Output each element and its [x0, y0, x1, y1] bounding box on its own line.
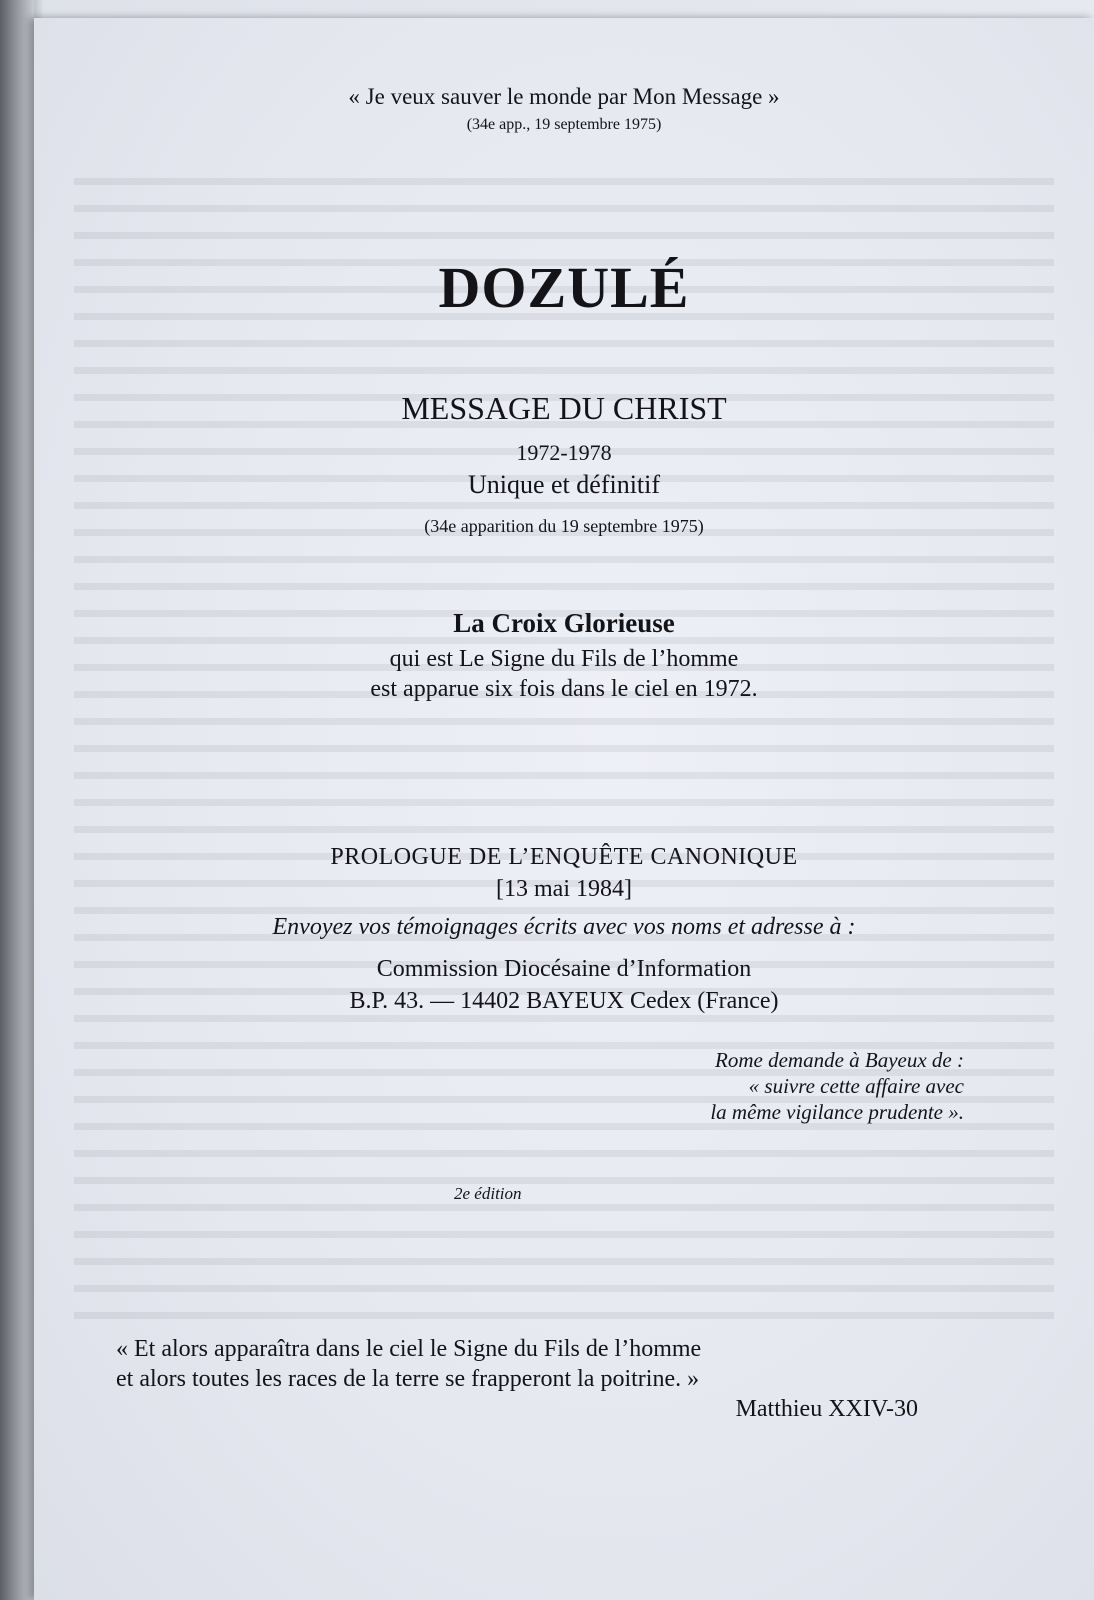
- prologue-instruction: Envoyez vos témoignages écrits avec vos noms et adresse à :: [272, 914, 856, 940]
- epigraph-quote: « Je veux sauver le monde par Mon Message »: [348, 84, 780, 109]
- prologue-date: [13 mai 1984]: [496, 876, 632, 902]
- croix-line-1: qui est Le Signe du Fils de l’homme: [389, 646, 739, 672]
- message-subtitle: MESSAGE DU CHRIST: [401, 390, 727, 426]
- commission-name: Commission Diocésaine d’Information: [376, 956, 752, 982]
- scripture-reference: Matthieu XXIV-30: [735, 1396, 918, 1422]
- epigraph-reference: (34e app., 19 septembre 1975): [466, 116, 662, 133]
- booklet-page: [34, 18, 1094, 1600]
- rome-line-2: « suivre cette affaire avec: [748, 1074, 964, 1098]
- postal-address: B.P. 43. — 14402 BAYEUX Cedex (France): [349, 988, 779, 1014]
- scripture-line-2: et alors toutes les races de la terre se frapperont la poitrine. »: [116, 1366, 700, 1392]
- rome-line-3: la même vigilance prudente ».: [710, 1100, 964, 1124]
- page-title: DOZULÉ: [438, 255, 690, 320]
- rome-line-1: Rome demande à Bayeux de :: [715, 1048, 964, 1072]
- previous-page-edge: [0, 0, 34, 1600]
- apparition-reference: (34e apparition du 19 septembre 1975): [424, 516, 704, 536]
- edition-label: 2e édition: [454, 1184, 522, 1203]
- prologue-title: PROLOGUE DE L’ENQUÊTE CANONIQUE: [330, 844, 798, 870]
- scripture-line-1: « Et alors apparaîtra dans le ciel le Signe du Fils de l’homme: [116, 1336, 702, 1362]
- message-tagline: Unique et définitif: [467, 470, 661, 499]
- croix-title: La Croix Glorieuse: [453, 608, 675, 638]
- show-through-text: [74, 158, 1054, 1338]
- message-years: 1972-1978: [516, 440, 612, 465]
- croix-line-2: est apparue six fois dans le ciel en 1972.: [370, 676, 758, 702]
